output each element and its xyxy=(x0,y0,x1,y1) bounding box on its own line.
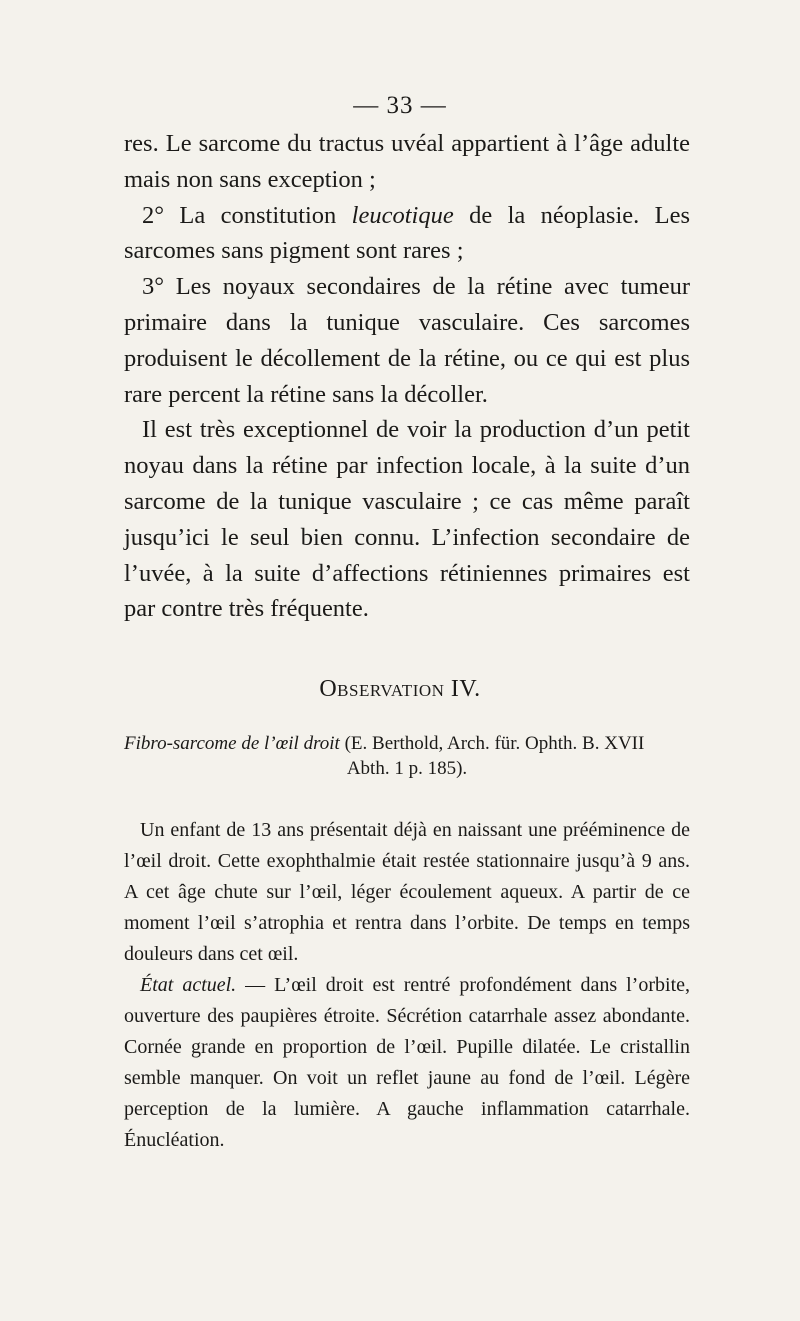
case-label: État actuel. xyxy=(140,974,237,996)
paragraph-3: 3° Les noyaux secondaires de la rétine avec tumeur primaire dans la tunique vasculaire. Ces sarcomes produisent le décollement de la rétine, ou ce qui est plus rare percent la rétine sans la décoller. xyxy=(124,273,690,408)
source-line-1 xyxy=(124,731,690,756)
paragraph-2-italic: leucotique xyxy=(351,201,454,229)
body-text xyxy=(124,126,690,627)
case-text xyxy=(124,815,690,1156)
case-paragraph-2 xyxy=(124,970,690,1156)
observation-source xyxy=(124,731,690,781)
page-number: — 33 — xyxy=(353,92,447,119)
observation-heading: Observation IV. xyxy=(319,676,481,702)
source-ref: (E. Berthold, Arch. für. Ophth. B. XVII xyxy=(339,733,645,754)
paragraph-2 xyxy=(124,198,690,270)
paragraph-1: res. Le sarcome du tractus uvéal appartient à l’âge adulte mais non sans exception ; xyxy=(124,130,690,193)
case-paragraph-1: Un enfant de 13 ans présentait déjà en naissant une prééminence de l’œil droit. Cette exophthalmie était restée stationnaire jusqu’à 9 ans. A cet âge chute sur l’œil, léger écoulement aqueux. A partir de ce moment l’œil s’atrophia et rentra dans l’orbite. De temps en temps douleurs dans cet œil. xyxy=(124,819,690,965)
paragraph-2-lead: 2° La constitution xyxy=(142,201,352,229)
source-line-2: Abth. 1 p. 185). xyxy=(346,758,468,779)
case-paragraph-2-rest: — L’œil droit est rentré profondément dans l’orbite, ouverture des paupières étroite. Sécrétion catarrhale assez abondante. Cornée grande en proportion de l’œil. Pupille dilatée. Le cristallin semble manquer. On voit un reflet jaune au fond de l’œil. Légère perception de la lumière. A gauche inflammation catarrhale. Énucléation. xyxy=(124,974,690,1151)
paragraph-4: Il est très exceptionnel de voir la production d’un petit noyau dans la rétine par infection locale, à la suite d’un sarcome de la tunique vasculaire ; ce cas même paraît jusqu’ici le seul bien connu. L’infection secondaire de l’uvée, à la suite d’affections rétiniennes primaires est par contre très fréquente. xyxy=(124,416,690,623)
source-title: Fibro-sarcome de l’œil droit xyxy=(124,733,340,754)
paragraph-2-rest: de la néoplasie. Les sarcomes sans pigment sont rares ; xyxy=(124,201,690,265)
